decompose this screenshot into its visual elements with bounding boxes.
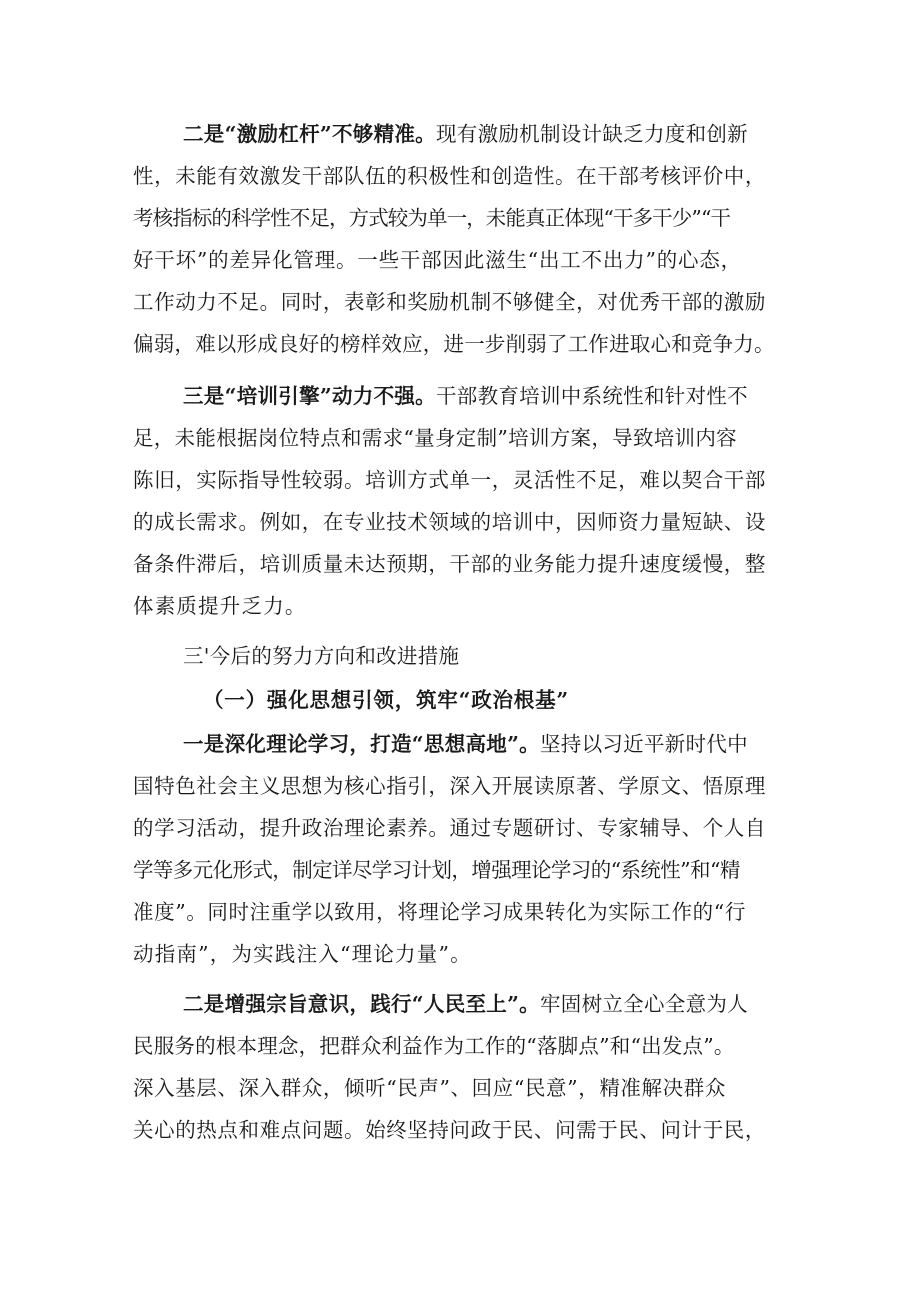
paragraph-line: 的成长需求。例如，在专业技术领域的培训中，因师资力量短缺、设 bbox=[133, 510, 766, 534]
paragraph-line bbox=[0, 378, 920, 414]
paragraph-lead: 二是“激励杠杆”不够精准。 bbox=[183, 122, 436, 146]
paragraph-line: 偏弱，难以形成良好的榜样效应，进一步削弱了工作进取心和竞争力。 bbox=[133, 332, 775, 356]
paragraph-text: 现有激励机制设计缺乏力度和创新 bbox=[435, 122, 748, 146]
paragraph-lead: 三是“培训引擎”动力不强。 bbox=[183, 384, 436, 408]
paragraph-line: 足，未能根据岗位特点和需求“量身定制”培训方案，导致培训内容 bbox=[133, 426, 737, 450]
paragraph-lead: 一是深化理论学习，打造“思想高地”。 bbox=[183, 732, 540, 756]
paragraph-line: 性，未能有效激发干部队伍的积极性和创造性。在干部考核评价中， bbox=[133, 164, 766, 188]
paragraph-line: 关心的热点和难点问题。始终坚持问政于民、问需于民、问计于民， bbox=[133, 1118, 766, 1142]
paragraph-line: 好干坏”的差异化管理。一些干部因此滋生“出工不出力”的心态， bbox=[133, 248, 742, 272]
section-heading: 三'今后的努力方向和改进措施 bbox=[183, 644, 460, 668]
paragraph-line: 陈旧，实际指导性较弱。培训方式单一，灵活性不足，难以契合干部 bbox=[133, 468, 766, 492]
paragraph-line: 国特色社会主义思想为核心指引，深入开展读原著、学原文、悟原理 bbox=[133, 774, 766, 798]
subsection-heading: （一）强化思想引领，筑牢“政治根基” bbox=[203, 688, 569, 712]
paragraph-line bbox=[0, 116, 920, 152]
paragraph-text: 牢固树立全心全意为人 bbox=[539, 992, 748, 1016]
paragraph-line: 备条件滞后，培训质量未达预期，干部的业务能力提升速度缓慢，整 bbox=[133, 552, 766, 576]
paragraph-line: 学等多元化形式，制定详尽学习计划，增强理论学习的“系统性”和“精 bbox=[133, 858, 740, 882]
paragraph-line: 民服务的根本理念，把群众利益作为工作的“落脚点”和“出发点”。 bbox=[133, 1034, 735, 1058]
paragraph-line: 工作动力不足。同时，表彰和奖励机制不够健全，对优秀干部的激励 bbox=[133, 290, 766, 314]
paragraph-line: 考核指标的科学性不足，方式较为单一，未能真正体现“干多干少”“干 bbox=[133, 206, 731, 230]
paragraph-text: 坚持以习近平新时代中 bbox=[539, 732, 748, 756]
paragraph-line bbox=[0, 986, 920, 1022]
paragraph-line: 准度”。同时注重学以致用，将理论学习成果转化为实际工作的“行 bbox=[133, 900, 746, 924]
paragraph-text: 干部教育培训中系统性和针对性不 bbox=[435, 384, 748, 408]
paragraph-line: 深入基层、深入群众，倾听“民声”、回应“民意”，精准解决群众 bbox=[133, 1076, 726, 1100]
paragraph-lead: 二是增强宗旨意识，践行“人民至上”。 bbox=[183, 992, 540, 1016]
paragraph-line bbox=[0, 726, 920, 762]
paragraph-line: 动指南”，为实践注入“理论力量”。 bbox=[133, 942, 472, 966]
paragraph-line: 体素质提升乏力。 bbox=[133, 594, 307, 618]
paragraph-line: 的学习活动，提升政治理论素养。通过专题研讨、专家辅导、个人自 bbox=[133, 816, 766, 840]
